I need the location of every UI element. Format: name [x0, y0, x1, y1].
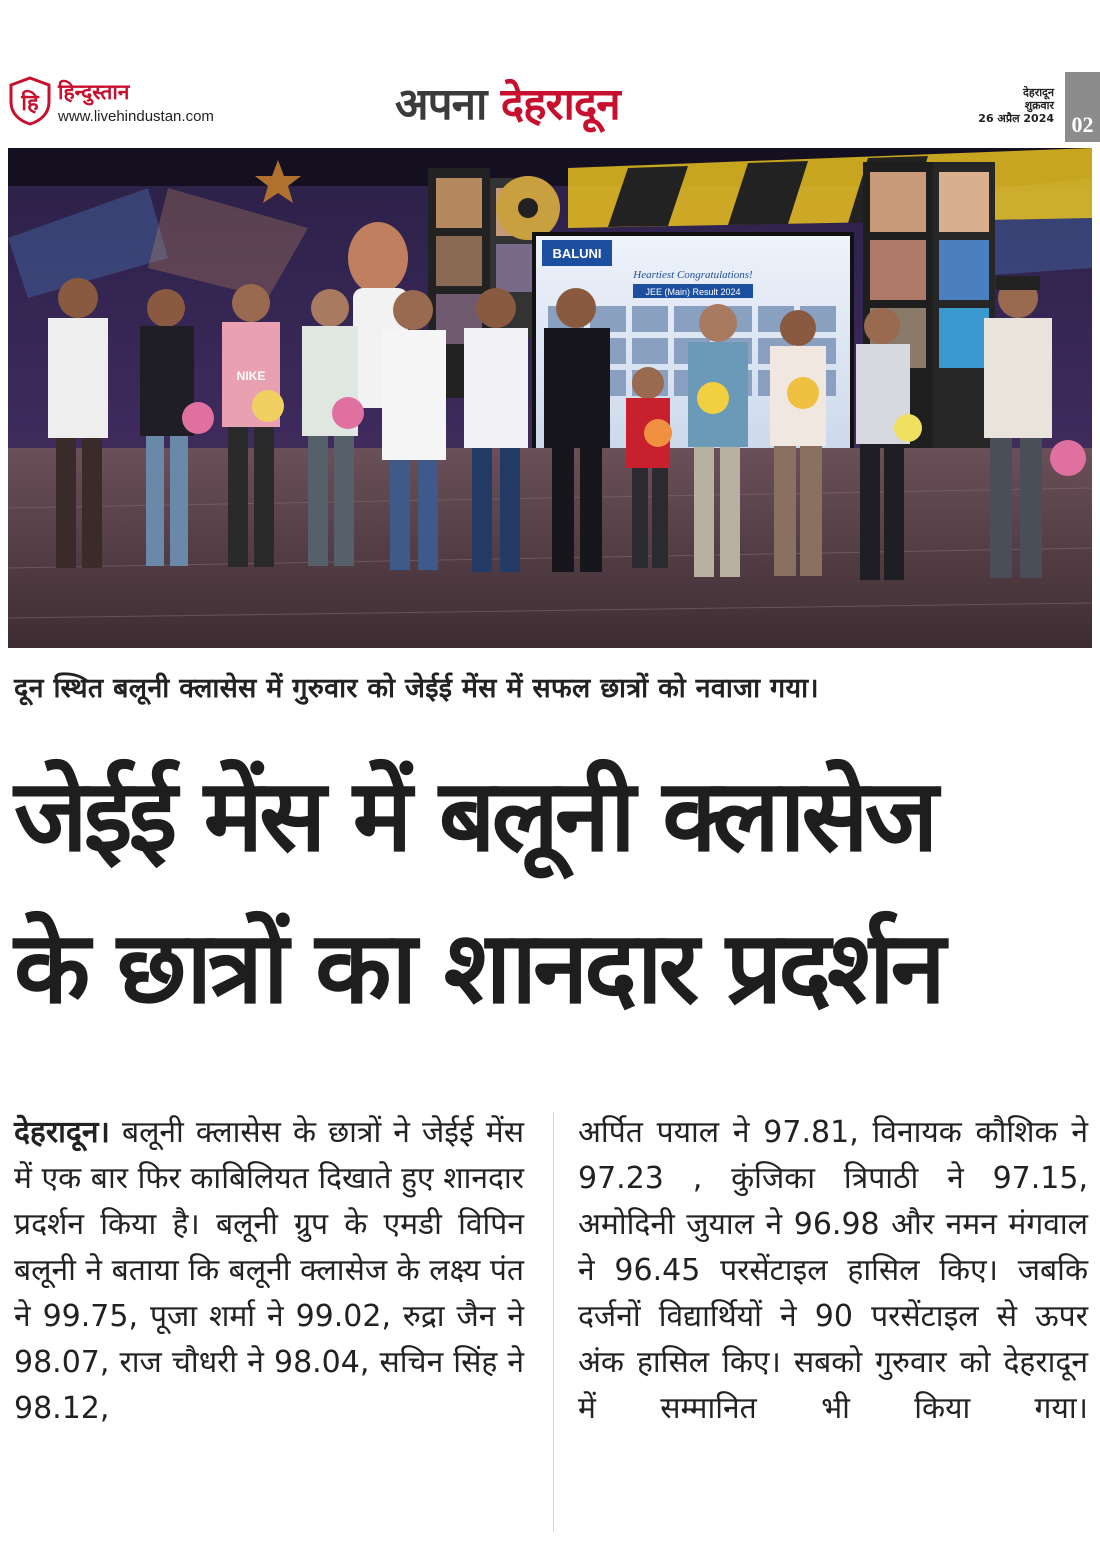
article-column-right: [578, 1110, 1088, 1432]
section-title: [395, 72, 620, 132]
doctor-cartoon: [348, 222, 408, 294]
stage-photo-illustration: [8, 148, 1092, 648]
banner-subtitle: Heartiest Congratulations!: [633, 269, 753, 281]
banner-title: BALUNI: [552, 246, 602, 261]
page-number: 02: [1065, 72, 1100, 142]
headline: [14, 740, 1094, 1044]
shirt-text: NIKE: [236, 369, 266, 383]
section-title-part1: अपना: [395, 79, 487, 130]
headline-line-2: के छात्रों का शानदार प्रदर्शन: [14, 909, 942, 1026]
headline-line-1: जेईई मेंस में बलूनी क्लासेज: [14, 757, 935, 874]
brand-url: www.livehindustan.com: [58, 108, 214, 125]
hindustan-logo: [8, 76, 52, 126]
banner-result: JEE (Main) Result 2024: [645, 287, 741, 297]
column-divider: [553, 1112, 554, 1532]
news-photo: [8, 148, 1092, 648]
article-text-left: बलूनी क्लासेस के छात्रों ने जेईई मेंस में एक बार फिर काबिलियत दिखाते हुए शानदार प्रदर्शन किया है। बलूनी ग्रुप के एमडी विपिन बलूनी ने बताया कि बलूनी क्लासेज के लक्ष्य पंत ने 99.75, पूजा शर्मा ने 99.02, रुद्रा जैन ने 98.07, राज चौधरी ने 98.04, सचिन सिंह ने 98.12,: [14, 1115, 524, 1426]
dateline-city: देहरादून: [1023, 86, 1054, 99]
masthead: [0, 0, 1100, 145]
logo-glyph: हि: [21, 91, 39, 116]
article-text-right: अर्पित पयाल ने 97.81, विनायक कौशिक ने 97.23 , कुंजिका त्रिपाठी ने 97.15, अमोदिनी जुयाल ने 96.98 और नमन मंगवाल ने 96.45 परसेंटाइल हासिल किए। जबकि दर्जनों विद्यार्थियों ने 90 परसेंटाइल से ऊपर अंक हासिल किए। सबको गुरुवार को देहरादून में सम्मानित भी किया गया।: [578, 1115, 1088, 1426]
section-title-part2: देहरादून: [500, 79, 620, 130]
article-dateline: देहरादून।: [14, 1115, 110, 1150]
article-column-left: [14, 1110, 524, 1432]
dateline: [978, 86, 1054, 125]
dateline-weekday: शुक्रवार: [1024, 99, 1054, 112]
brand-name: हिन्दुस्तान: [58, 80, 130, 104]
photo-caption: दून स्थित बलूनी क्लासेस में गुरुवार को जेईई मेंस में सफल छात्रों को नवाजा गया।: [14, 673, 819, 704]
dateline-date: 26 अप्रैल 2024: [978, 112, 1054, 125]
